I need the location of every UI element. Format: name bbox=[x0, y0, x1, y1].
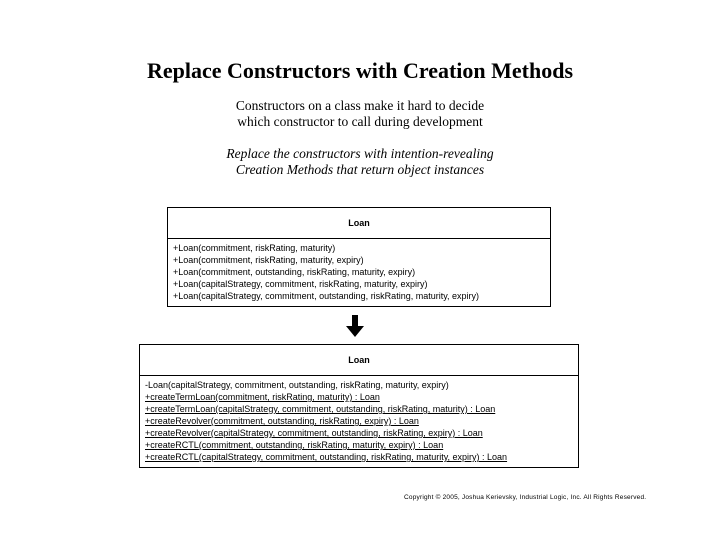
uml-static-operation: +createTermLoan(commitment, riskRating, maturity) : Loan bbox=[145, 392, 380, 402]
uml-operations bbox=[140, 376, 578, 467]
uml-static-operation: +createRevolver(capitalStrategy, commitment, outstanding, riskRating, expiry) : Loan bbox=[145, 428, 483, 438]
uml-class-after bbox=[139, 344, 579, 468]
solution-line: Creation Methods that return object instances bbox=[235, 162, 485, 177]
uml-operation: +Loan(commitment, riskRating, maturity) bbox=[173, 243, 336, 253]
down-arrow-icon bbox=[342, 313, 368, 339]
uml-static-operation: +createRCTL(capitalStrategy, commitment, outstanding, riskRating, maturity, expiry) : Loan bbox=[145, 452, 508, 462]
uml-operation: +Loan(capitalStrategy, commitment, outstanding, riskRating, maturity, expiry) bbox=[173, 291, 480, 301]
uml-class-before bbox=[167, 207, 551, 307]
slide-title: Replace Constructors with Creation Methods bbox=[146, 58, 574, 83]
uml-operation: -Loan(capitalStrategy, commitment, outstanding, riskRating, maturity, expiry) bbox=[145, 380, 449, 390]
uml-static-operation: +createTermLoan(capitalStrategy, commitment, outstanding, riskRating, maturity) : Loan bbox=[145, 404, 496, 414]
uml-static-operation: +createRevolver(commitment, outstanding, riskRating, expiry) : Loan bbox=[145, 416, 419, 426]
problem-line: which constructor to call during development bbox=[237, 114, 483, 129]
uml-operation: +Loan(capitalStrategy, commitment, riskRating, maturity, expiry) bbox=[173, 279, 428, 289]
uml-static-operation: +createRCTL(commitment, outstanding, riskRating, maturity, expiry) : Loan bbox=[145, 440, 444, 450]
uml-operation: +Loan(commitment, riskRating, maturity, expiry) bbox=[173, 255, 364, 265]
problem-statement bbox=[160, 98, 560, 130]
uml-class-name: Loan bbox=[140, 345, 578, 376]
solution-line: Replace the constructors with intention-revealing bbox=[226, 146, 494, 161]
uml-operations bbox=[168, 239, 550, 306]
uml-class-name: Loan bbox=[168, 208, 550, 239]
problem-line: Constructors on a class make it hard to decide bbox=[235, 98, 485, 113]
solution-statement bbox=[160, 146, 560, 178]
uml-operation: +Loan(commitment, outstanding, riskRating, maturity, expiry) bbox=[173, 267, 416, 277]
copyright-notice: Copyright © 2005, Joshua Kerievsky, Industrial Logic, Inc. All Rights Reserved. bbox=[404, 494, 647, 501]
